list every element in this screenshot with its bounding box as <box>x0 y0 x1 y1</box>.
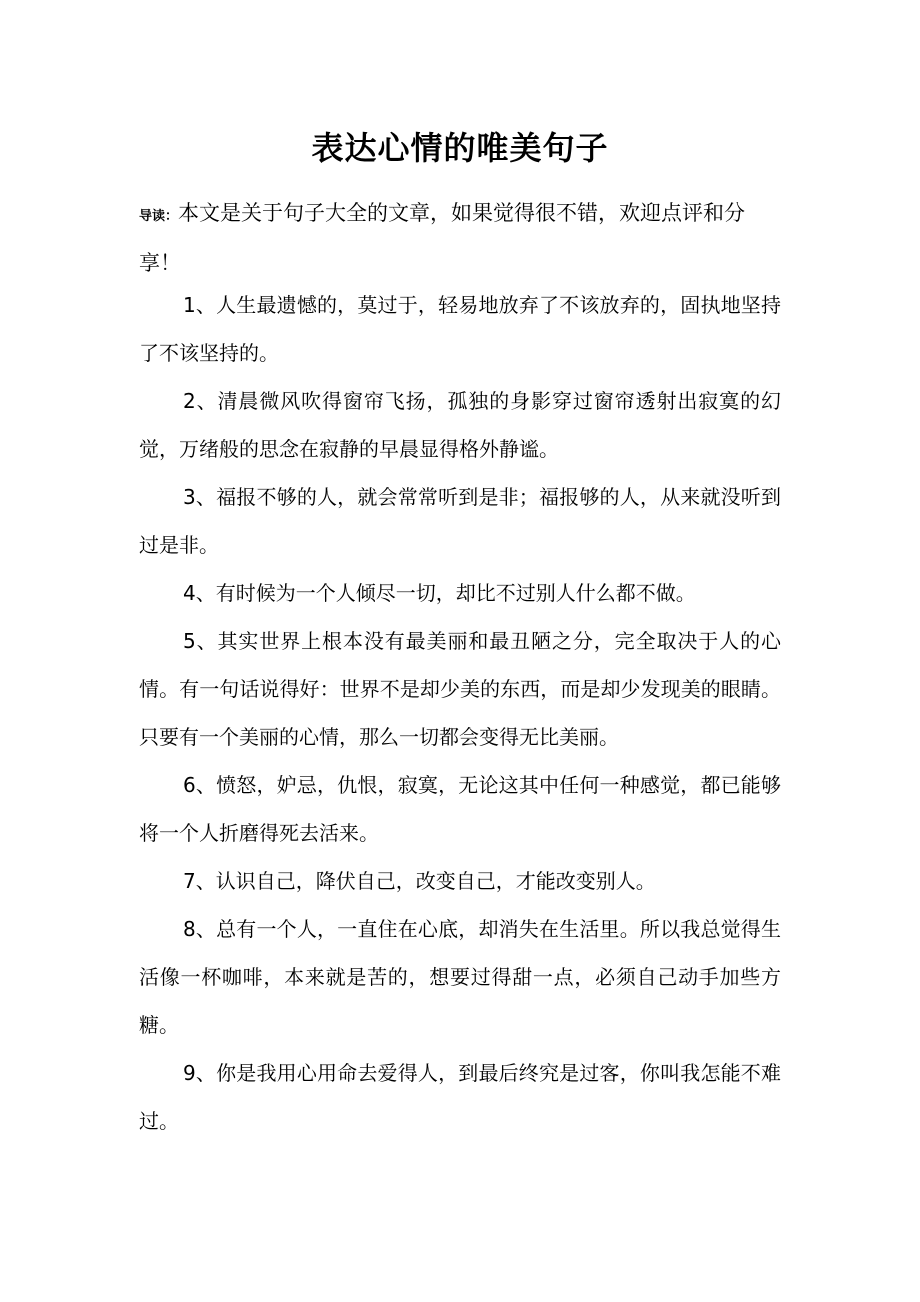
paragraph-6: 6、愤怒，妒忌，仇恨，寂寞，无论这其中任何一种感觉，都已能够将一个人折磨得死去活来。 <box>139 773 781 845</box>
paragraph-2: 2、清晨微风吹得窗帘飞扬，孤独的身影穿过窗帘透射出寂寞的幻觉，万绪般的思念在寂静的早晨显得格外静谧。 <box>139 389 781 461</box>
lead-label: 导读： <box>139 209 179 224</box>
body-text <box>139 281 781 1145</box>
lead-paragraph <box>139 190 779 286</box>
paragraph-8: 8、总有一个人，一直住在心底，却消失在生活里。所以我总觉得生活像一杯咖啡，本来就是苦的，想要过得甜一点，必须自己动手加些方糖。 <box>139 917 781 1037</box>
paragraph-3: 3、福报不够的人，就会常常听到是非；福报够的人，从来就没听到过是非。 <box>139 485 781 557</box>
document-title: 表达心情的唯美句子 <box>311 129 609 167</box>
lead-text: 本文是关于句子大全的文章，如果觉得很不错，欢迎点评和分享！ <box>139 201 746 275</box>
paragraph-1: 1、人生最遗憾的，莫过于，轻易地放弃了不该放弃的，固执地坚持了不该坚持的。 <box>139 293 781 365</box>
paragraph-5: 5、其实世界上根本没有最美丽和最丑陋之分，完全取决于人的心情。有一句话说得好：世界不是却少美的东西，而是却少发现美的眼睛。只要有一个美丽的心情，那么一切都会变得无比美丽。 <box>139 629 781 749</box>
paragraph-7: 7、认识自己，降伏自己，改变自己，才能改变别人。 <box>183 869 656 893</box>
paragraph-9: 9、你是我用心用命去爱得人，到最后终究是过客，你叫我怎能不难过。 <box>139 1061 781 1133</box>
paragraph-4: 4、有时候为一个人倾尽一切，却比不过别人什么都不做。 <box>183 581 696 605</box>
